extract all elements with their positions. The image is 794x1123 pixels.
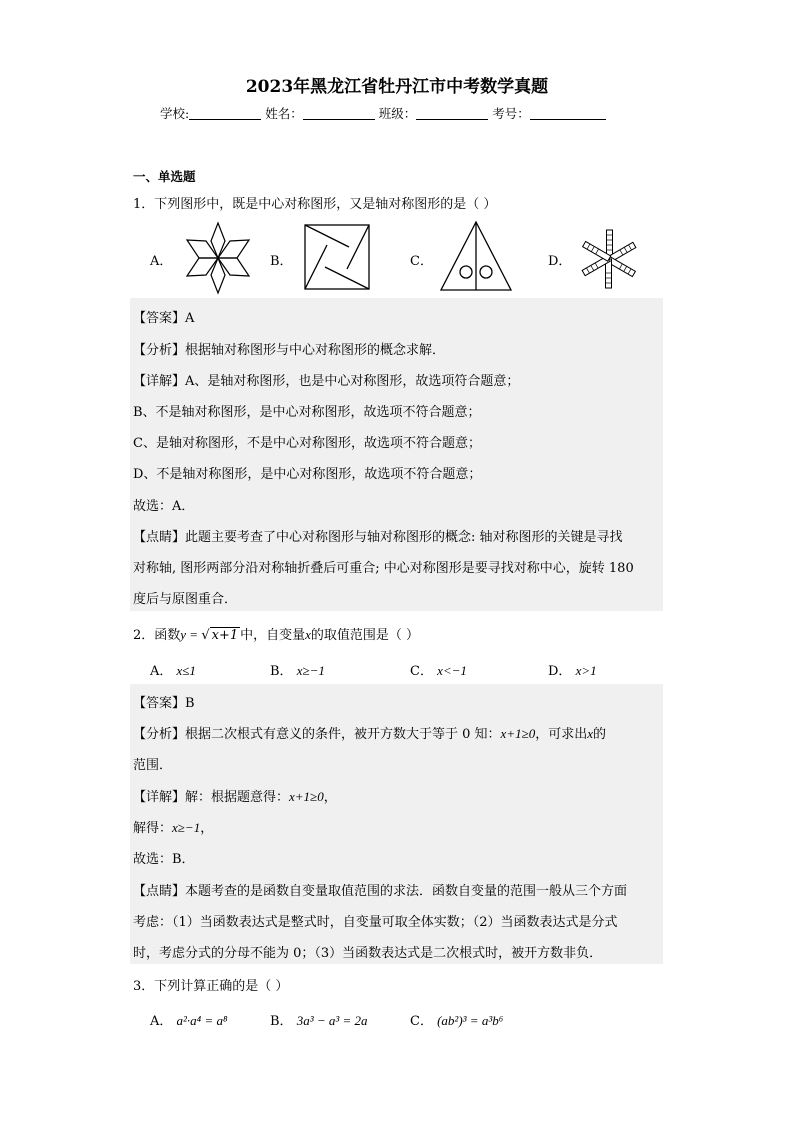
school-label: 学校: <box>160 106 190 121</box>
star-of-rhombi-figure <box>183 221 253 295</box>
q2-option-expr: x>1 <box>575 663 597 678</box>
q1-comment-line: 【点睛】此题主要考查了中心对称图形与轴对称图形的概念: 轴对称图形的关键是寻找 <box>133 530 623 545</box>
q3-option-c <box>410 1010 503 1029</box>
q2-detail-line: 故选：B． <box>133 852 195 867</box>
name-label: 姓名： <box>265 106 303 121</box>
q1-detail-line: 故选：A． <box>133 499 195 514</box>
q2-option-a <box>150 660 196 679</box>
q2-option-expr: x<−1 <box>437 663 467 678</box>
q2-variable: x <box>305 627 311 642</box>
q2-detail-expr: x≥−1 <box>172 820 201 835</box>
q2-option-d <box>548 660 597 679</box>
class-blank <box>416 107 488 120</box>
q1-option-c-label: C． <box>410 254 433 269</box>
pinwheel-blades-figure <box>578 228 640 290</box>
q1-stem: 1．下列图形中，既是中心对称图形，又是轴对称图形的是（ ） <box>133 197 497 212</box>
q1-detail-line: 【详解】A、是轴对称图形，也是中心对称图形，故选项符合题意； <box>133 374 520 389</box>
student-info-line <box>160 104 606 122</box>
q2-detail-text: ， <box>200 821 214 836</box>
q1-answer: 【答案】A <box>133 311 195 326</box>
q1-analysis: 【分析】根据轴对称图形与中心对称图形的概念求解． <box>133 343 446 358</box>
q2-function-lhs: y = <box>180 627 202 642</box>
q2-stem: 2．函数y = √ x+1 中，自变量x的取值范围是（ ） <box>133 627 420 643</box>
q3-option-a <box>150 1010 228 1029</box>
q2-analysis-text: 的 <box>593 727 607 742</box>
q3-stem: 3．下列计算正确的是（ ） <box>133 979 289 994</box>
q2-answer: 【答案】B <box>133 696 195 711</box>
q2-stem-text: 的取值范围是（ ） <box>310 628 420 643</box>
q2-radicand: x+1 <box>211 628 239 643</box>
q2-comment-line: 【点睛】本题考查的是函数自变量取值范围的求法．函数自变量的范围一般从三个方面 <box>133 884 628 899</box>
q2-analysis-var: x <box>587 726 594 741</box>
q3-option-label: B． <box>270 1014 293 1029</box>
q1-comment-line: 对称轴, 图形两部分沿对称轴折叠后可重合; 中心对称图形是要寻找对称中心，旋转 180 <box>133 561 634 576</box>
q2-detail-line <box>133 786 337 805</box>
triangle-circles-figure <box>439 220 513 292</box>
q2-option-label: C． <box>410 664 433 679</box>
class-label: 班级： <box>378 106 417 121</box>
school-blank <box>189 107 261 120</box>
q1-detail-line: C、是轴对称图形，不是中心对称图形，故选项不符合题意； <box>133 436 481 451</box>
q2-option-c <box>410 660 467 679</box>
q3-option-expr: 3a³ − a³ = 2a <box>296 1013 368 1028</box>
section-heading: 一、单选题 <box>133 169 196 184</box>
pinwheel-square-figure <box>303 223 371 291</box>
exam-no-label: 考号： <box>492 106 530 121</box>
q1-detail-line: B、不是轴对称图形，是中心对称图形，故选项不符合题意； <box>133 405 481 420</box>
q2-comment-line: 考虑：（1）当函数表达式是整式时，自变量可取全体实数；（2）当函数表达式是分式 <box>133 915 618 930</box>
q2-detail-text: 解得： <box>133 821 173 836</box>
q2-analysis-cont: 范围． <box>133 758 173 773</box>
q2-stem-text: 中，自变量 <box>240 628 306 643</box>
q2-option-expr: x≤1 <box>176 663 196 678</box>
q2-detail-text: 【详解】解：根据题意得： <box>133 790 290 805</box>
q2-detail-expr: x+1≥0 <box>289 789 324 804</box>
q2-stem-text: 2．函数 <box>133 628 181 643</box>
q2-option-label: B． <box>270 664 293 679</box>
q2-detail-line <box>133 817 213 836</box>
q2-analysis-text: ，可求出 <box>535 727 588 742</box>
q2-analysis-text: 【分析】根据二次根式有意义的条件，被开方数大于等于 0 知： <box>133 727 501 742</box>
page-title: 2023年黑龙江省牡丹江市中考数学真题 <box>245 77 549 97</box>
q1-option-b-label: B． <box>270 254 293 269</box>
q2-analysis <box>133 723 606 742</box>
q3-option-b <box>270 1010 368 1029</box>
exam-no-blank <box>530 107 606 120</box>
q3-option-expr: a²·a⁴ = a⁸ <box>176 1013 228 1028</box>
q2-option-expr: x≥−1 <box>296 663 325 678</box>
name-blank <box>303 107 375 120</box>
q1-detail-line: D、不是轴对称图形，是中心对称图形，故选项不符合题意； <box>133 467 482 482</box>
q1-comment-line: 度后与原图重合． <box>133 592 238 607</box>
q2-option-label: D． <box>548 664 572 679</box>
q1-option-a-label: A． <box>150 254 173 269</box>
q2-detail-text: ， <box>323 790 337 805</box>
q1-option-d-label: D． <box>548 254 572 269</box>
q2-comment-line: 时，考虑分式的分母不能为 0；（3）当函数表达式是二次根式时，被开方数非负． <box>133 946 603 961</box>
q3-option-label: A． <box>150 1014 173 1029</box>
q2-analysis-expr: x+1≥0 <box>500 726 536 741</box>
q3-option-expr: (ab²)³ = a³b⁶ <box>437 1013 504 1028</box>
q2-option-b <box>270 660 325 679</box>
q2-option-label: A． <box>150 664 173 679</box>
q3-option-label: C． <box>410 1014 433 1029</box>
